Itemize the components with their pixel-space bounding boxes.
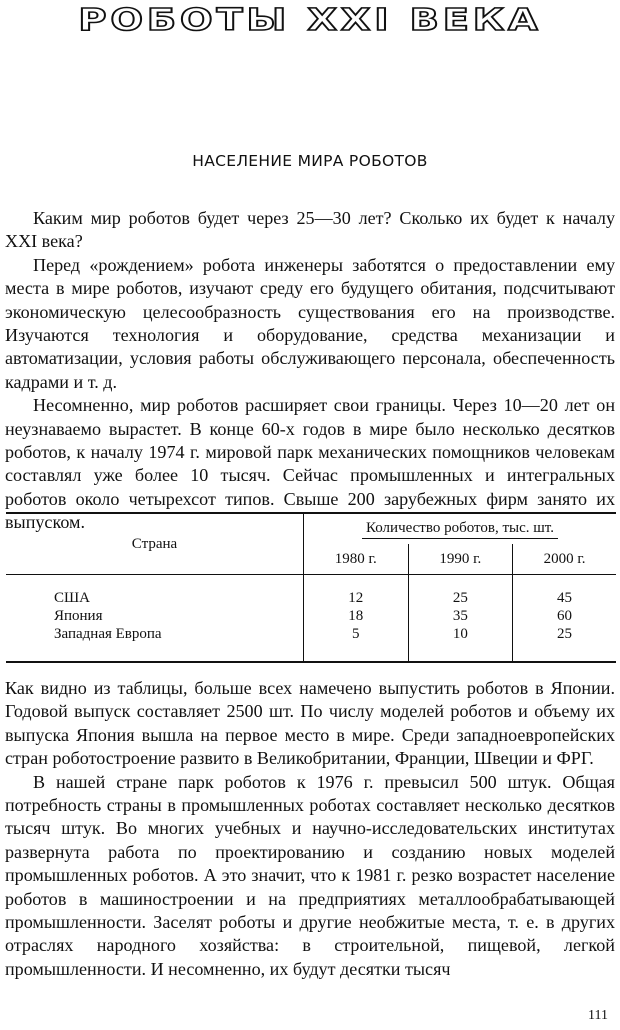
paragraph: Перед «рождением» робота инженеры заботятся о предоставлении ему места в мире роботов, изучают среду его будущего обитания, подсчитывают экономическую целесообразность существования его на производстве. Изучаются технология и оборудование, средства механизации и автоматизации, условия работы обслуживающего персонала, обеспеченность кадрами и т. д. (5, 254, 615, 392)
year-header: 2000 г. (513, 544, 616, 575)
chapter-title: РОБОТЫ XXI ВЕКА (78, 3, 542, 38)
value-cell: 25 (408, 575, 513, 608)
robots-count-header (304, 513, 617, 544)
paragraph: Несомненно, мир роботов расширяет свои границы. Через 10—20 лет он неузнаваемо вырастет. В конце 60-х годов в мире было несколько десятков роботов, к началу 1974 г. мировой парк механических помощников человекам составлял уже более 10 тысяч. Сейчас промышленных и интегральных роботов около четырехсот типов. Свыше 200 зарубежных фирм занято их выпуском. (5, 395, 615, 533)
text-block-top (5, 207, 615, 535)
table-row (6, 625, 616, 662)
table-row (6, 575, 616, 608)
robots-table (6, 512, 616, 663)
country-cell: США (54, 590, 90, 606)
value-cell: 18 (304, 607, 409, 625)
section-heading: НАСЕЛЕНИЕ МИРА РОБОТОВ (192, 152, 428, 170)
table-row (6, 607, 616, 625)
paragraph: Каким мир роботов будет через 25—30 лет? Сколько их будет к началу XXI века? (5, 208, 615, 252)
country-cell: Япония (54, 608, 103, 624)
year-header: 1980 г. (304, 544, 409, 575)
page-number: 111 (588, 1008, 608, 1023)
value-cell: 25 (513, 625, 616, 662)
value-cell: 5 (304, 625, 409, 662)
robots-count-label: Количество роботов, тыс. шт. (362, 520, 558, 539)
country-column-header: Страна (131, 535, 178, 552)
year-header: 1990 г. (408, 544, 513, 575)
value-cell: 35 (408, 607, 513, 625)
paragraph: Как видно из таблицы, больше всех намечено выпустить роботов в Японии. Годовой выпуск составляет 2500 шт. По числу моделей роботов и объему их выпуска Япония вышла на первое место в мире. Среди западноевропейских стран роботостроение развито в Великобритании, Франции, Швеции и ФРГ. (5, 678, 615, 769)
country-cell: Западная Европа (54, 626, 162, 642)
value-cell: 12 (304, 575, 409, 608)
paragraph: В нашей стране парк роботов к 1976 г. превысил 500 штук. Общая потребность страны в промышленных роботах составляет несколько десятков тысяч штук. Во многих учебных и научно-исследовательских институтах развернута работа по проектированию и созданию новых моделей промышленных роботов. А это значит, что к 1981 г. резко возрастет население роботов в машиностроении и на предприятиях металлообрабатывающей промышленности. Заселят роботы и другие необжитые места, т. е. в других отраслях народного хозяйства: в строительной, пищевой, легкой промышленности. И несомненно, их будут десятки тысяч (5, 771, 615, 979)
value-cell: 45 (513, 575, 616, 608)
value-cell: 10 (408, 625, 513, 662)
text-block-bottom (5, 677, 615, 981)
value-cell: 60 (513, 607, 616, 625)
